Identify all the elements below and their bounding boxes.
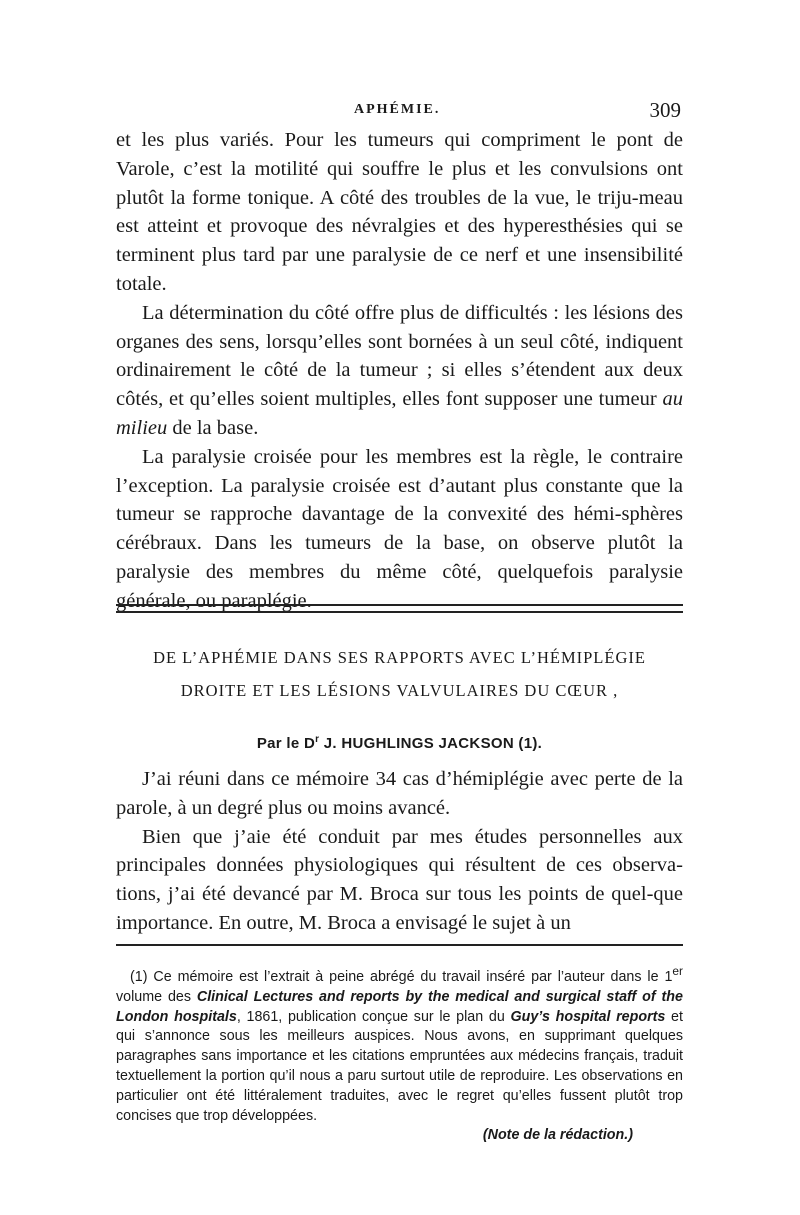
footnote-reports-title: Guy’s hospital reports [510, 1008, 666, 1025]
footnote-text [116, 964, 683, 1126]
page-number: 309 [649, 98, 681, 122]
paragraph-2-text-b: de la base. [167, 416, 259, 439]
article-title-line-2: DROITE ET LES LÉSIONS VALVULAIRES DU CŒUR , [180, 681, 619, 700]
paragraph-1: et les plus variés. Pour les tumeurs qui compriment le pont de Varole, c’est la motilité qui souffre le plus et les convulsions ont plutôt la forme tonique. A côté des troubles de la vue, le triju-meau est atteint et provoque des névralgies et des hyperesthésies qui se terminent plus tard par une paralysie de ce nerf et une insensibilité totale. [116, 129, 683, 295]
article-title-line-1: DE L’APHÉMIE DANS SES RAPPORTS AVEC L’HÉMIPLÉGIE [153, 648, 646, 667]
paragraph-3: La paralysie croisée pour les membres est la règle, le contraire l’exception. La paralysie croisée est d’autant plus constante que la tumeur se rapproche davantage de la convexité des hémi-sphères cérébraux. Dans les tumeurs de la base, on observe plutôt la paralysie des membres du même côté, quelquefois paralysie générale, ou paraplégie. [116, 445, 683, 612]
footnote [116, 964, 683, 1146]
footnote-divider [116, 944, 683, 946]
article-paragraph-1: J’ai réuni dans ce mémoire 34 cas d’hémiplégie avec perte de la parole, à un degré plus ou moins avancé. [116, 768, 683, 819]
section-divider [116, 604, 683, 613]
paragraph-2-text-a: La détermination du côté offre plus de difficultés : les lésions des organes des sens, lorsqu’elles sont bornées à un seul côté, indiquent ordinairement le côté de la tumeur ; si elles s’étendent aux deux côtés, et qu’elles soient multiples, elles font supposer une tumeur [116, 301, 683, 411]
byline-sup: r [315, 734, 320, 745]
footnote-sup: er [672, 964, 683, 979]
footnote-part-2: volume des [116, 988, 197, 1005]
byline-author: J. HUGHLINGS JACKSON (1). [319, 735, 543, 752]
footnote-part-3: , 1861, publication conçue sur le plan du [236, 1008, 511, 1025]
article-byline [116, 735, 683, 752]
paragraph-2-emphasis: au milieu [116, 388, 683, 439]
byline-pre: Par le D [256, 735, 316, 752]
footnote-signature-text: (Note de la rédaction.) [482, 1127, 633, 1144]
footnote-part-1: (1) Ce mémoire est l’extrait à peine abrégé du travail inséré par l’auteur dans le 1 [130, 969, 673, 985]
paragraph-2 [116, 299, 683, 443]
article-paragraph-2: Bien que j’aie été conduit par mes études personnelles aux principales données physiologiques qui résultent de ces observa-tions, j’ai été devancé par M. Broca sur tous les points de quel-que importance. En outre, M. Broca a envisagé le sujet à un [116, 825, 683, 934]
footnote-signature [116, 1126, 683, 1146]
previous-article-text [116, 126, 683, 616]
running-head: APHÉMIE. [354, 102, 441, 117]
footnote-part-4: et qui s’annonce sous les meilleurs auspices. Nous avons, en supprimant quelques paragraphes sans importance et les citations empruntées aux médecins français, traduit textuellement la portion qu’il nous a paru surtout utile de reproduire. Les observations en particulier ont été littéralement traduites, avec le regret qu’elles fussent plutôt trop concises que trop développées. [116, 1008, 683, 1124]
article-body [116, 765, 683, 938]
footnote-journal-title: Clinical Lectures and reports by the medical and surgical staff of the London hospitals [116, 988, 683, 1025]
